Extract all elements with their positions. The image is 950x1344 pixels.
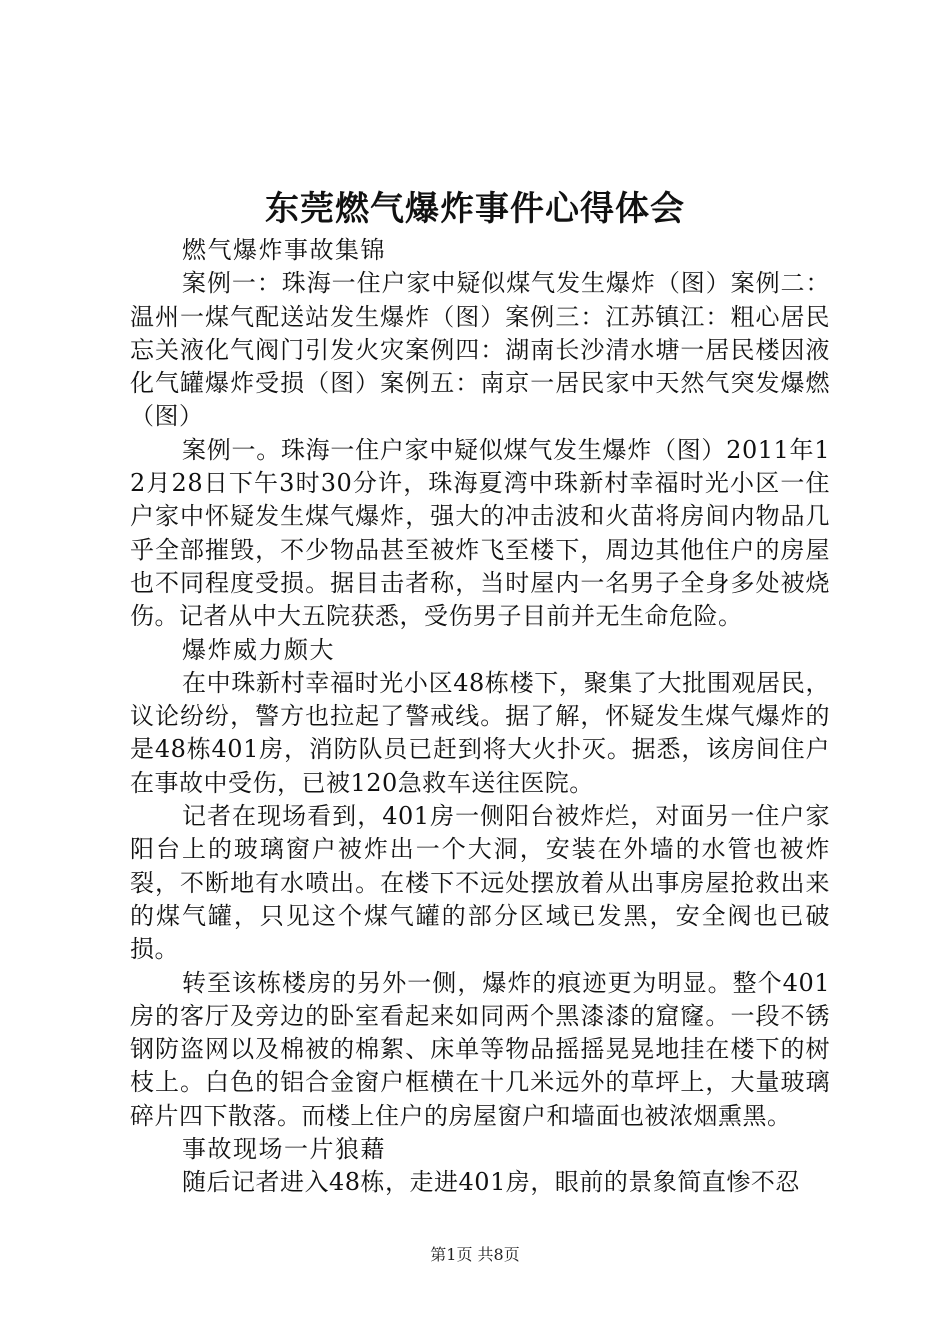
page-number-footer: 第1页 共8页: [430, 1245, 520, 1264]
document-body: [130, 234, 830, 1200]
paragraph: 案例一：珠海一住户家中疑似煤气发生爆炸（图）案例二：温州一煤气配送站发生爆炸（图）案例三：江苏镇江：粗心居民忘关液化气阀门引发火灾案例四：湖南长沙清水塘一居民楼因液化气罐爆炸受损（图）案例五：南京一居民家中天然气突发爆燃（图）: [130, 269, 830, 431]
paragraph: 案例一。珠海一住户家中疑似煤气发生爆炸（图）2011年12月28日下午3时30分许，珠海夏湾中珠新村幸福时光小区一住户家中怀疑发生煤气爆炸，强大的冲击波和火苗将房间内物品几乎全部摧毁，不少物品甚至被炸飞至楼下，周边其他住户的房屋也不同程度受损。据目击者称，当时屋内一名男子全身多处被烧伤。记者从中大五院获悉，受伤男子目前并无生命危险。: [130, 435, 830, 631]
document-title: 东莞燃气爆炸事件心得体会: [265, 189, 685, 229]
paragraph: 随后记者进入48栋，走进401房，眼前的景象简直惨不忍: [182, 1168, 800, 1197]
section-heading: 爆炸威力颇大: [182, 635, 335, 664]
paragraph: 记者在现场看到，401房一侧阳台被炸烂，对面另一住户家阳台上的玻璃窗户被炸出一个大洞，安装在外墙的水管也被炸裂，不断地有水喷出。在楼下不远处摆放着从出事房屋抢救出来的煤气罐，只见这个煤气罐的部分区域已发黑，安全阀也已破损。: [130, 802, 830, 964]
paragraph: 在中珠新村幸福时光小区48栋楼下，聚集了大批围观居民，议论纷纷，警方也拉起了警戒线。据了解，怀疑发生煤气爆炸的是48栋401房，消防队员已赶到将大火扑灭。据悉，该房间住户在事故中受伤，已被120急救车送往医院。: [130, 668, 830, 797]
section-heading: 燃气爆炸事故集锦: [182, 236, 386, 264]
section-heading: 事故现场一片狼藉: [182, 1135, 386, 1164]
paragraph: 转至该栋楼房的另外一侧，爆炸的痕迹更为明显。整个401房的客厅及旁边的卧室看起来如同两个黑漆漆的窟窿。一段不锈钢防盗网以及棉被的棉絮、床单等物品摇摇晃晃地挂在楼下的树枝上。白色的铝合金窗户框横在十几米远外的草坪上，大量玻璃碎片四下散落。而楼上住户的房屋窗户和墙面也被浓烟熏黑。: [130, 968, 830, 1130]
